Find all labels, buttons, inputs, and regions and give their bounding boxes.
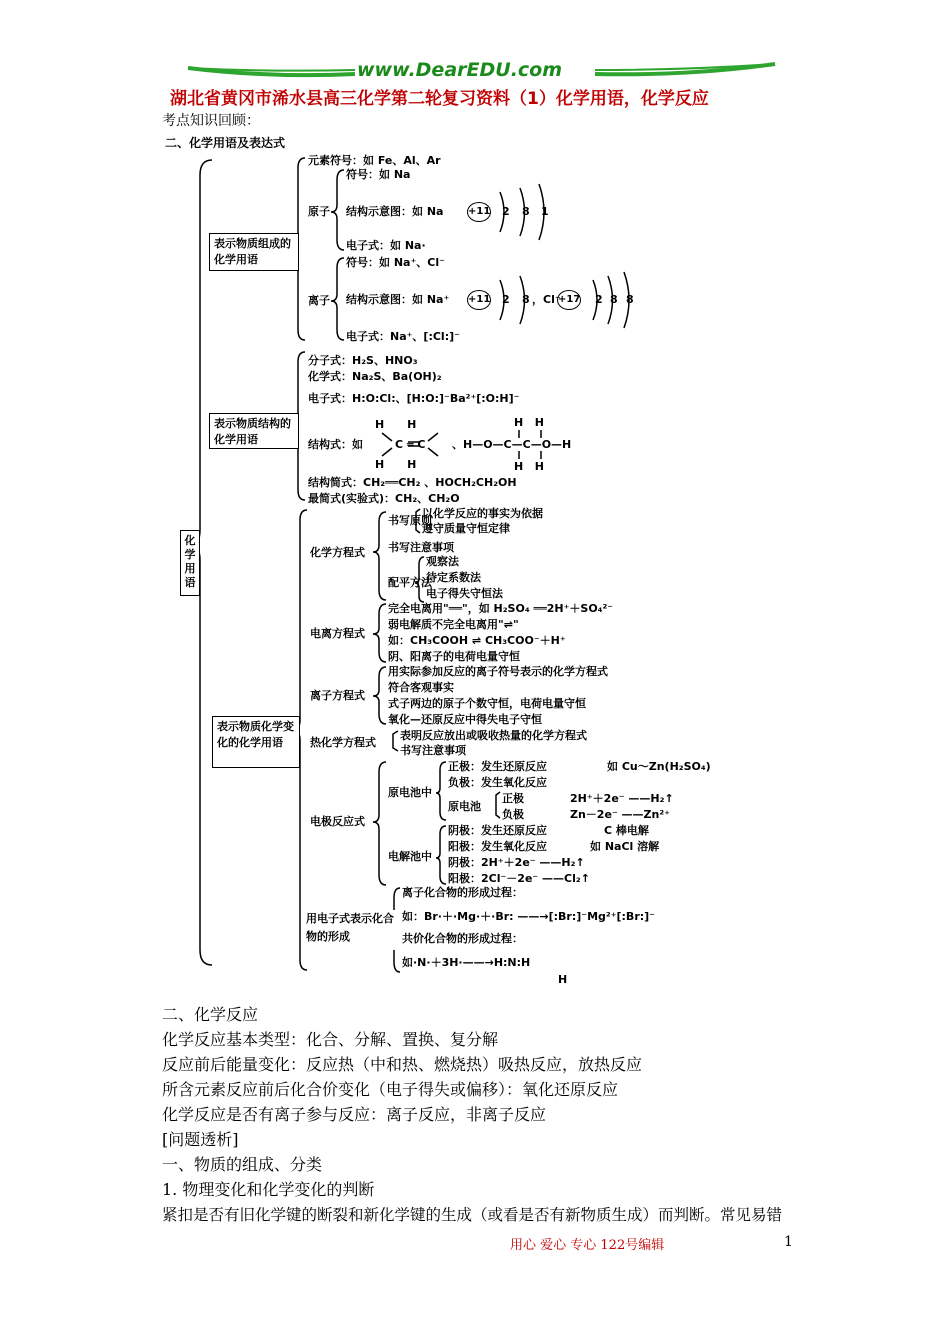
ethylene-top: H H [375,418,417,431]
formation-covalent: 共价化合物的形成过程： [402,932,523,945]
galvanic-positive: 正极：发生还原反应 [448,760,547,773]
electrolytic-cathode-eq: 阴极：2H⁺＋2e⁻ ——H₂↑ [448,856,585,869]
structure-label: 表示物质结构的化学用语 [209,413,299,449]
ionic-3: 式子两边的原子个数守恒，电荷电量守恒 [388,697,586,710]
formation-covalent-h: H [558,973,568,986]
electrolytic-example-2: 如 NaCl 溶解 [590,840,660,853]
electrolytic-example-1: C 棒电解 [604,824,649,837]
glycol-mid: 、H—O—C—C—O—H [452,438,572,451]
writing-principle: 书写原则 [388,514,432,527]
empirical-formula: 最简式(实验式)：CH₂、CH₂O [308,492,460,505]
ion-label: 离子 [308,294,330,307]
principle-1: 以化学反应的事实为依据 [422,507,543,520]
balancing-2: 待定系数法 [426,571,481,584]
atom-structure: 结构示意图：如 Na [346,205,444,218]
site-logo: www.DearEDU.com [357,59,563,81]
galvanic-cell-negative: 负极 [502,808,524,821]
chem-eq-label: 化学方程式 [310,546,365,559]
page-number: 1 [784,1234,793,1250]
galvanic-example: 如 Cu～Zn(H₂SO₄) [607,760,711,773]
atom-shell-1: 2 [502,205,510,218]
electrolytic-anode-eq: 阳极：2Cl⁻－2e⁻ ——Cl₂↑ [448,872,590,885]
ion-shell-na-2: 8 [522,293,530,306]
atom-label: 原子 [308,205,330,218]
chemical-formula: 化学式：Na₂S、Ba(OH)₂ [308,370,442,383]
glycol-bot: H H [514,460,544,473]
footer-text: 用心 爱心 专心 122号编辑 [510,1238,665,1253]
thermo-eq-label: 热化学方程式 [310,736,376,749]
ion-shell-cl-3: 8 [626,293,634,306]
ionization-eq-label: 电离方程式 [310,627,365,640]
electrode-eq-label: 电极反应式 [310,815,365,828]
body-line-3: 所含元素反应前后化合价变化（电子得失或偏移）：氧化还原反应 [162,1080,619,1099]
ion-separator: ，Cl⁻ [532,293,561,306]
ionization-1: 完全电离用"══"，如 H₂SO₄ ══2H⁺＋SO₄²⁻ [388,602,614,615]
balancing-3: 电子得失守恒法 [426,587,503,600]
change-label: 表示物质化学变化的化学用语 [212,716,300,768]
electron-formula: 电子式：H:O:Cl:、[H:O:]⁻Ba²⁺[:O:H]⁻ [308,392,520,405]
section-2-heading: 二、化学反应 [162,1005,259,1024]
body-paragraph: 紧扣是否有旧化学键的断裂和新化学键的生成（或看是否有新物质生成）而判断。常见易错 [162,1206,783,1224]
atom-shell-2: 8 [522,205,530,218]
ion-shell-cl-2: 8 [610,293,618,306]
ionic-2: 符合客观事实 [388,681,454,694]
galvanic-cell-positive: 正极 [502,792,524,805]
ion-electron: 电子式：Na⁺、[:Cl:]⁻ [346,330,460,343]
ionization-2: 弱电解质不完全电离用"⇌" [388,618,519,631]
balancing-label: 配平方法 [388,576,432,589]
body-line-2: 反应前后能量变化：反应热（中和热、燃烧热）吸热反应，放热反应 [162,1055,643,1074]
ion-structure: 结构示意图：如 Na⁺ [346,293,450,306]
ionic-4: 氧化—还原反应中得失电子守恒 [388,713,542,726]
subsection-heading: 1. 物理变化和化学变化的判断 [162,1180,375,1199]
atom-shell-3: 1 [541,205,549,218]
ethylene-mid: C ═ C [395,438,426,451]
ionization-3: 如：CH₃COOH ⇌ CH₃COO⁻＋H⁺ [388,634,566,647]
ionization-4: 阴、阳离子的电荷电量守恒 [388,650,520,663]
root-label: 化学用语 [180,530,200,596]
ionic-1: 用实际参加反应的离子符号表示的化学方程式 [388,665,608,678]
electrolytic-cathode: 阴极：发生还原反应 [448,824,547,837]
body-line-4: 化学反应是否有离子参与反应：离子反应，非离子反应 [162,1105,547,1124]
element-symbol: 元素符号：如 Fe、Al、Ar [308,154,441,167]
atom-symbol: 符号：如 Na [346,168,411,181]
document-title: 湖北省黄冈市浠水县高三化学第二轮复习资料（1）化学用语，化学反应 [170,89,709,109]
thermo-2: 书写注意事项 [400,744,466,757]
ion-nucleus-cl: +17 [557,290,581,310]
glycol-top: H H [514,416,544,429]
ion-nucleus-na: +11 [467,290,491,310]
electrolytic-label: 电解池中 [388,850,432,863]
recall-heading: 考点知识回顾： [162,113,260,129]
galvanic-negative-eq: Zn－2e⁻ ——Zn²⁺ [570,808,670,821]
molecular-formula: 分子式：H₂S、HNO₃ [308,354,418,367]
galvanic-label: 原电池中 [388,786,432,799]
formation-covalent-eq: 如·N·＋3H·——→H:N:H [402,956,531,969]
ionic-eq-label: 离子方程式 [310,689,365,702]
ion-shell-cl-1: 2 [595,293,603,306]
galvanic-positive-eq: 2H⁺＋2e⁻ ——H₂↑ [570,792,674,805]
formation-ionic: 离子化合物的形成过程： [402,886,523,899]
balancing-1: 观察法 [426,555,459,568]
formation-ionic-eq: 如：Br·＋·Mg·＋·Br: ——→[:Br:]⁻Mg²⁺[:Br:]⁻ [402,910,655,923]
electrolytic-anode: 阳极：发生氧化反应 [448,840,547,853]
structural-label: 结构式：如 [308,438,363,451]
atom-nucleus: +11 [467,202,491,222]
simplified-formula: 结构简式：CH₂══CH₂ 、HOCH₂CH₂OH [308,476,517,489]
writing-notes: 书写注意事项 [388,541,454,554]
ion-symbol: 符号：如 Na⁺、Cl⁻ [346,256,445,269]
section-1-heading: 一、物质的组成、分类 [162,1155,323,1174]
body-line-1: 化学反应基本类型：化合、分解、置换、复分解 [162,1030,499,1049]
ion-shell-na-1: 2 [502,293,510,306]
atom-electron: 电子式：如 Na· [346,239,426,252]
ethylene-bot: H H [375,458,417,471]
analysis-heading: [问题透析] [162,1130,239,1149]
diagram-heading: 二、化学用语及表达式 [165,136,286,150]
formation-label: 用电子式表示化合物的形成 [306,910,398,950]
thermo-1: 表明反应放出或吸收热量的化学方程式 [400,729,587,742]
principle-2: 遵守质量守恒定律 [422,522,510,535]
composition-label: 表示物质组成的化学用语 [209,233,299,271]
galvanic-cell: 原电池 [448,800,481,813]
galvanic-negative: 负极：发生氧化反应 [448,776,547,789]
